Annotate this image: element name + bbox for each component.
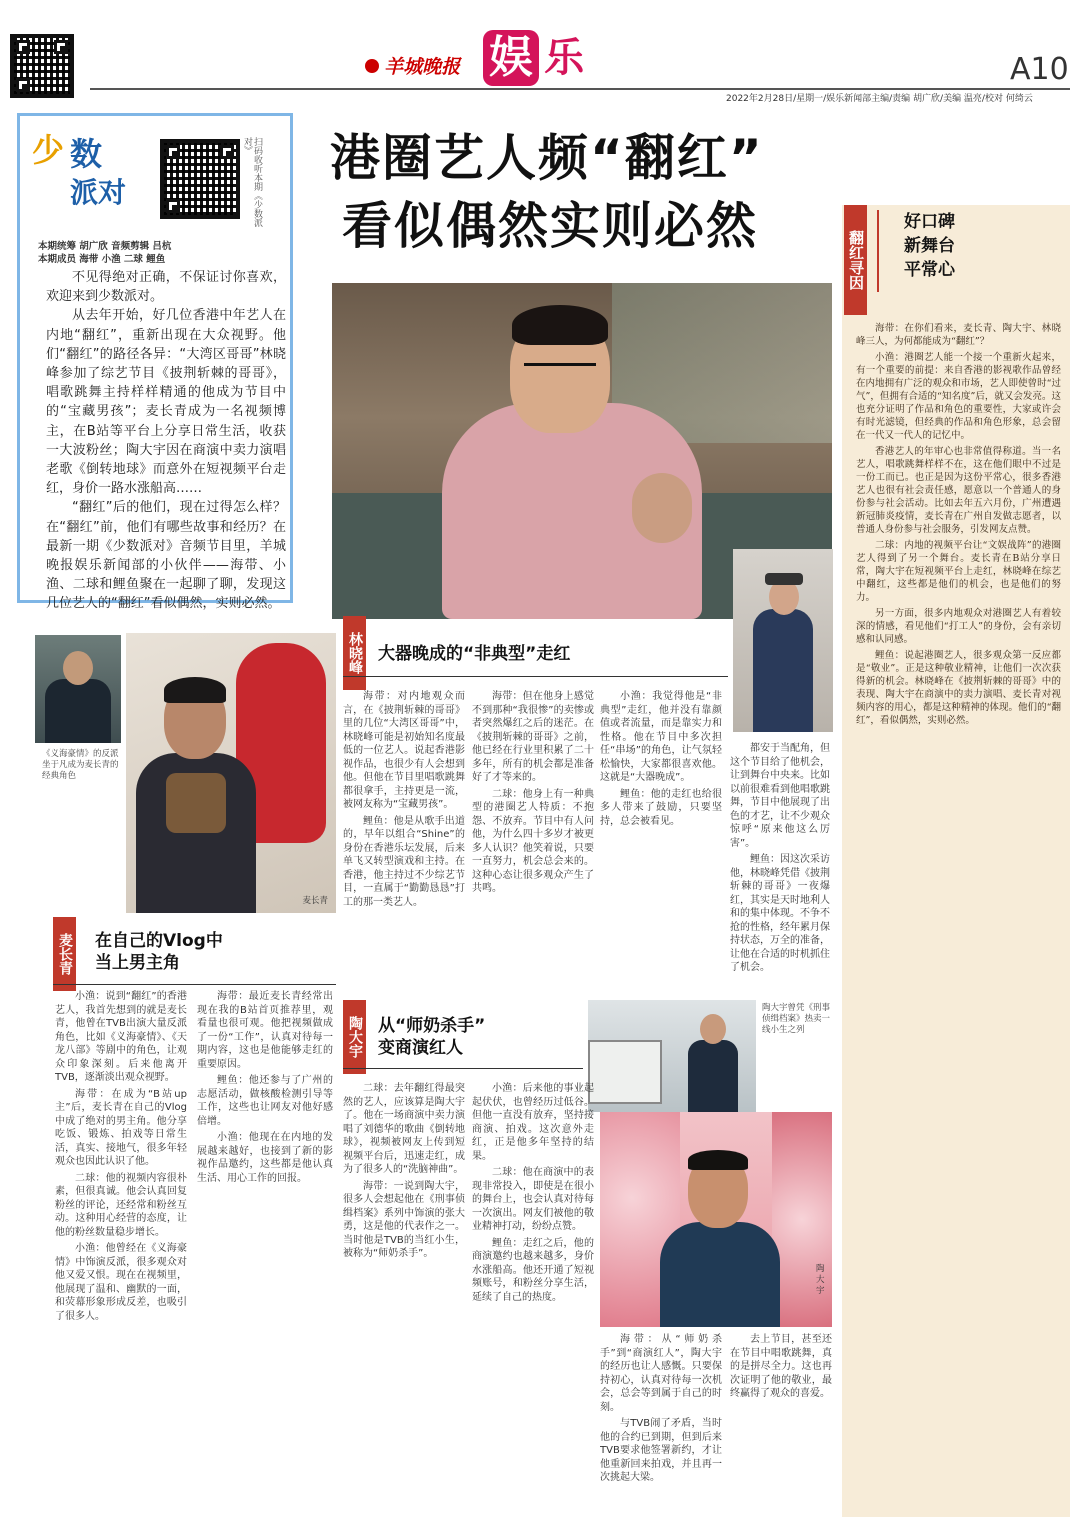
mai-tag: 麦长青 xyxy=(53,917,76,991)
tao-paragraph: 海带：从“师奶杀手”到“商演红人”，陶大宇的经历也让人感慨。只要保持初心，认真对待每一次机会，总会等到属于自己的时刻。 xyxy=(600,1334,722,1413)
mai-paragraph: 二球：他的视频内容很朴素，但很真诚。他会认真回复粉丝的评论，还经常和粉丝互动。这种用心经营的态度，让他的粉丝数量稳步增长。 xyxy=(55,1172,187,1238)
page-number: A10 xyxy=(1010,52,1069,87)
sidebar-title-rule xyxy=(877,210,879,292)
section-title xyxy=(483,30,603,86)
header-qr-code[interactable] xyxy=(10,34,74,98)
paper-logo xyxy=(365,52,475,82)
mai-paragraph: 小渔：他曾经在《义海豪情》中饰演反派，很多观众对他又爱又恨。现在在视频里，他展现了温和、幽默的一面，和荧幕形象形成反差，也吸引了很多人。 xyxy=(55,1243,187,1322)
lin-col-2 xyxy=(472,690,594,1055)
tao-top-head xyxy=(700,1014,726,1044)
paper-name: 羊城晚报 xyxy=(384,56,461,78)
logo-char-1: 少 xyxy=(32,131,65,169)
tao-paragraph: 去上节目，甚至还在节目中唱歌跳舞，真的是拼尽全力。这也再次证明了他的敬业，最终赢得了观众的喜爱。 xyxy=(730,1334,832,1399)
lin-small-body xyxy=(753,609,813,732)
sidebar-title-line-1: 好口碑 xyxy=(904,212,955,232)
tao-paragraph: 鲤鱼：走红之后，他的商演邀约也越来越多，身价水涨船高。他还开通了短视频账号，和粉丝分享生活，延续了自己的热度。 xyxy=(472,1237,594,1303)
lin-photo-small xyxy=(733,549,833,732)
intro-paragraph: 从去年开始，好几位香港中年艺人在内地“翻红”，重新出现在大众视野。他们“翻红”的路径各异：“大湾区哥哥”林晓峰参加了综艺节目《披荆斩棘的哥哥》，唱歌跳舞主持样样精通的他成为节目中的“宝藏男孩”；麦长青成为一名视频博主，在B站等平台上分享日常生活，收获一大波粉丝；陶大宇因在商演中卖力演唱老歌《倒转地球》而意外在短视频平台走红，身价一路水涨船高…… xyxy=(46,308,286,497)
mai-photo-main-caption: 麦长青 xyxy=(302,896,328,906)
tao-paragraph: 二球：他在商演中的表现非常投入，即使是在很小的舞台上，也会认真对待每一次演出。网友们被他的敬业精神打动，纷纷点赞。 xyxy=(472,1167,594,1232)
section-char-1: 娱 xyxy=(483,30,539,86)
logo-char-3: 派对 xyxy=(70,176,127,209)
tao-photo-main xyxy=(600,1112,832,1327)
lin-subhead-rule xyxy=(343,676,728,677)
tao-paragraph: 小渔：后来他的事业起起伏伏，也曾经历过低谷。但他一直没有放弃，坚持接商演、拍戏。这次意外走红，正是他多年坚持的结果。 xyxy=(472,1083,594,1162)
mai-subhead-rule xyxy=(53,984,336,985)
tao-subhead-rule xyxy=(343,1068,583,1069)
mai-subhead-line-1: 在自己的Vlog中 xyxy=(95,931,223,951)
dateline: 2022年2月28日/星期一/娱乐新闻部主编/责编 胡广欣/美编 温亮/校对 何绮云 xyxy=(726,94,1033,104)
tao-top-vehicle xyxy=(588,1040,662,1104)
tao-col-3 xyxy=(600,1333,722,1515)
qr-caption: 扫码收听本期《少数派对》 xyxy=(242,137,262,227)
sidebar-paragraph: 海带：在你们看来，麦长青、陶大宇、林晓峰三人，为何都能成为“翻红”？ xyxy=(856,323,1061,347)
intro-paragraph: “翻红”后的他们，现在过得怎么样？在“翻红”前，他们有哪些故事和经历？在最新一期《少数派对》音频节目里，羊城晚报娱乐新闻部的小伙伴——海带、小渔、二球和鲤鱼聚在一起聊了聊，发现这几位艺人的“翻红”看似偶然，实则必然。 xyxy=(46,500,286,612)
tao-col-1 xyxy=(343,1082,465,1514)
mai-small-head xyxy=(63,651,93,685)
lin-paragraph: 鲤鱼：他是从歌手出道的，早年以组合“Shine”的身份在香港乐坛发展，后来单飞又转型演戏和主持。在香港，他主持过不少综艺节目，一直属于“勤勤恳恳”打工的那一类艺人。 xyxy=(343,815,465,908)
tao-photo-top-caption: 陶大宇曾凭《刑事侦缉档案》热卖一线小生之列 xyxy=(762,1003,831,1035)
sidebar-paragraph: 香港艺人的年审心也非常值得称道。当一名艺人，唱歌跳舞样样不在，这在他们眼中不过是一份工而已。也正是因为这份平常心，很多香港艺人也很有社会责任感，愿意以一个普通人的身份参与社会活动。比如去年五六月份，广州遭遇新冠肺炎疫情，麦长青在广州自发做志愿者，以普通人身份参与社会服务，引发网友点赞。 xyxy=(856,446,1061,535)
mai-photo-small-caption: 《义海豪情》的反派坐于凡成为麦长青的经典角色 xyxy=(42,749,119,781)
mai-subhead xyxy=(95,930,295,974)
lin-paragraph: 鲤鱼：因这次采访他，林晓峰凭借《披荆斩棘的哥哥》一夜爆红，其实是天时地利人和的集中体现。不争不抢的性格，经年累月保持状态，万全的准备，让他在合适的时机抓住了机会。 xyxy=(730,854,830,973)
sidebar-paragraph: 另一方面，很多内地观众对港圈艺人有着较深的情感，看见他们“打工人”的身份，会有亲切感和认同感。 xyxy=(856,608,1061,645)
tao-subhead xyxy=(378,1015,578,1059)
lin-paragraph: 海带：对内地观众而言，在《披荆斩棘的哥哥》里的几位“大湾区哥哥”中，林晓峰可能是初始知名度最低的一位艺人。说起香港影视作品，也很少有人会想到他。但他在节目里唱歌跳舞都很拿手，主持更是一流，被网友称为“宝藏男孩”。 xyxy=(343,691,465,810)
headline-line-2: 看似偶然实则必然 xyxy=(342,197,758,255)
photo-hand xyxy=(632,473,692,543)
mai-main-scarf xyxy=(166,773,226,833)
credits-line-1: 本期统筹 胡广欣 音频剪辑 吕杭 xyxy=(38,241,172,252)
photo-person-hair xyxy=(512,305,608,345)
sidebar-paragraph: 鲤鱼：说起港圈艺人，很多观众第一反应都是“敬业”。正是这种敬业精神，让他们一次次获得新的机会。林晓峰在《披荆斩棘的哥哥》中的表现、陶大宇在商演中的卖力演唱、麦长青对视频内容的用心，都是这种精神的体现。他们的“翻红”，看似偶然，实则必然。 xyxy=(856,650,1061,726)
sidebar-title-line-2: 新舞台 xyxy=(904,236,955,256)
lin-paragraph: 海带：但在他身上感觉不到那种“我很惨”的卖惨或者突然爆红之后的迷茫。在《披荆斩棘的哥哥》之前，他已经在行业里积累了二十多年，所有的机会都是准备好了才等来的。 xyxy=(472,691,594,783)
mai-subhead-line-2: 当上男主角 xyxy=(95,953,180,973)
headline-line-1: 港圈艺人频“翻红” xyxy=(330,129,764,187)
tao-main-hair xyxy=(688,1150,748,1170)
tao-subhead-line-2: 变商演红人 xyxy=(378,1038,463,1058)
tao-col-4 xyxy=(730,1333,832,1515)
column-qr-code[interactable] xyxy=(160,139,240,219)
mai-col-1 xyxy=(55,990,187,1515)
column-logo xyxy=(32,125,142,225)
mai-paragraph: 鲤鱼：他还参与了广州的志愿活动，做核酸检测引导等工作，这些也让网友对他好感倍增。 xyxy=(197,1075,333,1127)
column-intro xyxy=(46,268,286,614)
lin-subhead: 大器晚成的“非典型”走红 xyxy=(378,644,571,664)
sidebar-tag: 翻红寻因 xyxy=(844,205,867,315)
mai-main-hair xyxy=(164,677,226,703)
lin-paragraph: 小渔：我觉得他是“非典型”走红，他并没有靠颜值或者流量，而是靠实力和性格。他在节目中多次担任“串场”的角色，让气氛轻松愉快，大家都很喜欢他。这就是“大器晚成”。 xyxy=(600,691,722,783)
tao-photo-main-caption: 陶大宇 xyxy=(816,1264,825,1296)
mai-paragraph: 海带：在成为“B站up主”后，麦长青在自己的Vlog中成了绝对的男主角。他分享吃饭、锻炼、拍戏等日常生活，真实、接地气，很多年轻观众也因此认识了他。 xyxy=(55,1088,187,1167)
sidebar-body xyxy=(856,322,1061,1512)
sidebar-title xyxy=(870,210,1050,305)
lin-paragraph: 都安于当配角，但这个节目给了他机会，让到舞台中央来。比如以前很难看到他唱歌跳舞，节目中他展现了出色的才艺，让不少观众惊呼“原来他这么厉害”。 xyxy=(730,743,830,849)
mai-small-body xyxy=(45,679,111,743)
mai-col-2 xyxy=(197,990,333,1515)
mai-paragraph: 小渔：他现在在内地的发展越来越好，也接到了新的影视作品邀约，这些都是他认真生活、用心工作的回报。 xyxy=(197,1132,333,1184)
tao-tag: 陶大宇 xyxy=(343,1000,366,1074)
tao-top-body xyxy=(688,1040,738,1112)
lin-tag: 林晓峰 xyxy=(343,616,366,690)
tao-subhead-line-1: 从“师奶杀手” xyxy=(378,1016,486,1036)
lin-paragraph: 二球：他身上有一种典型的港圈艺人特质：不抱怨、不放弃。节目中有人问他，为什么四十多岁才被更多人认识？他笑着说，只要一直努力，机会总会来的。这种心态让很多观众产生了共鸣。 xyxy=(472,788,594,894)
lin-small-hat xyxy=(765,573,803,585)
sidebar-paragraph: 小渔：港圈艺人能一个接一个重新火起来，有一个重要的前提：来自香港的影视歌作品曾经在内地拥有广泛的观众和市场，艺人即使曾时“过气”，但拥有合适的“知名度”后，就又会发亮。这也充分证明了作品和角色的重要性，大家或许会有时光滤镜，但经典的作品和角色形象，总会留在一代又一代人的记忆中。 xyxy=(856,352,1061,441)
header-rule xyxy=(90,88,1070,90)
sidebar-paragraph: 二球：内地的视频平台让“文娱战阵”的港圈艺人得到了另一个舞台。麦长青在B站分享日常，陶大宇在短视频平台上走红，林晓峰在综艺中翻红，这些都是他们的机会，也是他们的努力。 xyxy=(856,540,1061,603)
photo-glasses xyxy=(524,363,596,386)
lin-paragraph: 鲤鱼：他的走红也给很多人带来了鼓励，只要坚持，总会被看见。 xyxy=(600,788,722,827)
intro-paragraph: 不见得绝对正确，不保证讨你喜欢，欢迎来到少数派对。 xyxy=(46,270,286,305)
sidebar-title-line-3: 平常心 xyxy=(904,260,955,280)
tao-paragraph: 二球：去年翻红得最突然的艺人，应该算是陶大宇了。他在一场商演中卖力演唱了刘德华的歌曲《倒转地球》，视频被网友上传到短视频平台后，迅速走红，成为了很多人的“洗脑神曲”。 xyxy=(343,1083,465,1175)
mai-photo-main xyxy=(126,633,336,913)
tao-photo-top xyxy=(588,1000,756,1112)
mai-paragraph: 小渔：说到“翻红”的香港艺人，我首先想到的就是麦长青，他曾在TVB出演大量反派角色，比如《义海豪情》、《天龙八部》等剧中的角色，让观众印象深刻。后来他离开TVB，逐渐淡出观众视野。 xyxy=(55,991,187,1083)
credits-line-2: 本期成员 海带 小渔 二球 鲤鱼 xyxy=(38,254,166,265)
tao-main-body xyxy=(660,1222,780,1327)
paper-logo-mark xyxy=(365,59,379,73)
mai-photo-small xyxy=(35,635,121,743)
tao-col-2 xyxy=(472,1082,594,1514)
logo-char-2: 数 xyxy=(70,135,103,173)
tao-paragraph: 海带：一说到陶大宇，很多人会想起他在《刑事侦缉档案》系列中饰演的张大勇，这是他的代表作之一。当时他是TVB的当红小生，被称为“师奶杀手”。 xyxy=(343,1180,465,1259)
tao-paragraph: 与TVB闹了矛盾，当时他的合约已到期，但到后来TVB要求他签署新约，才让他重新回来拍戏，并且再一次挑起大梁。 xyxy=(600,1418,722,1483)
mai-paragraph: 海带：最近麦长青经常出现在我的B站首页推荐里，观看量也很可观。他把视频做成了一份“工作”，认真对待每一期内容，这也是他能够走红的重要原因。 xyxy=(197,991,333,1070)
section-char-2: 乐 xyxy=(544,35,585,81)
